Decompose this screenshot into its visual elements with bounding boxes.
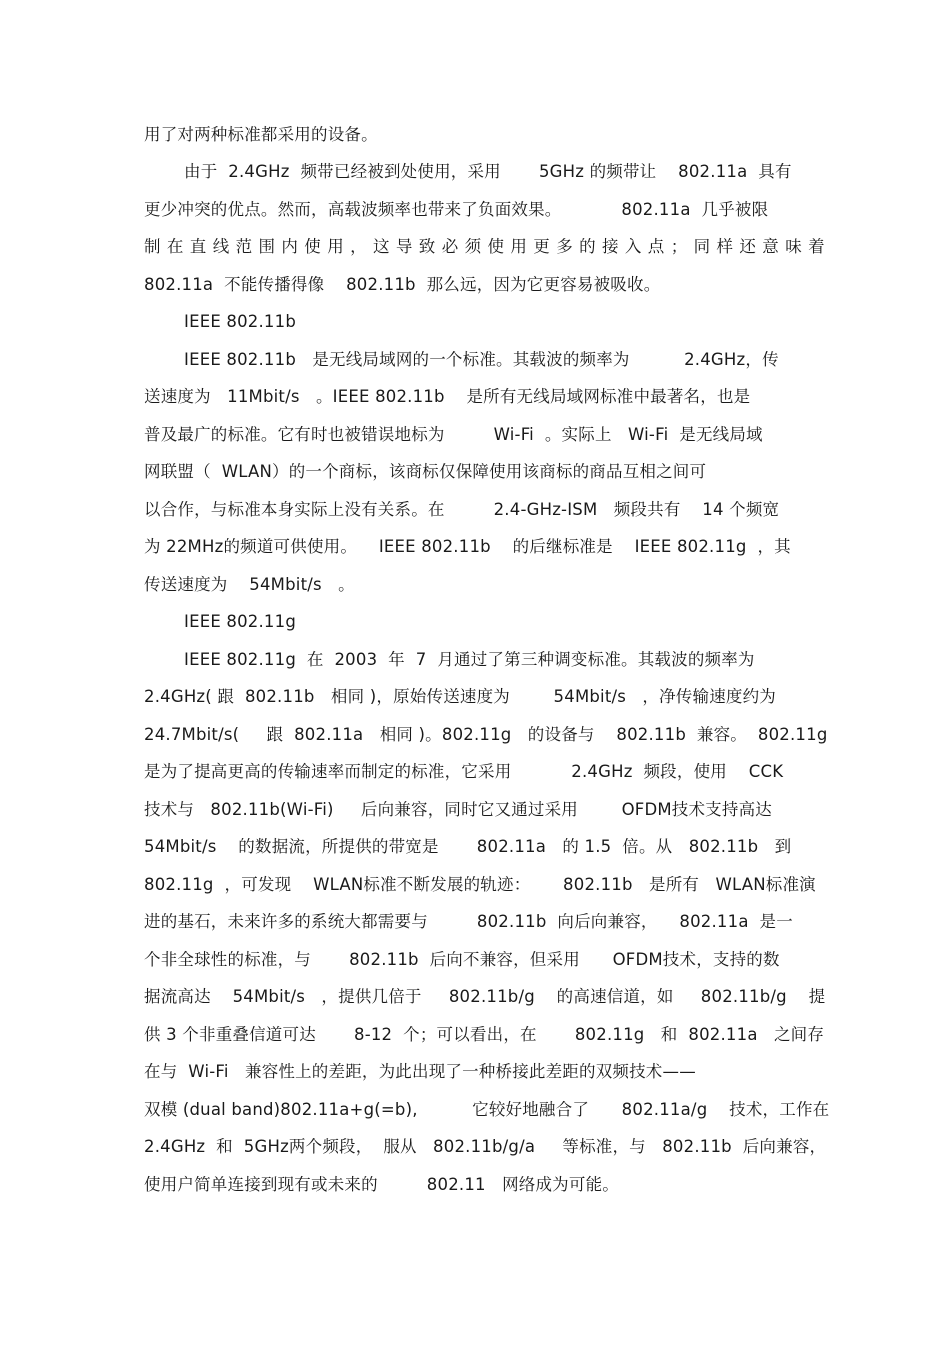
text-line: 技术与 802.11b(Wi-Fi) 后向兼容，同时它又通过采用 OFDM技术支持高达 xyxy=(144,800,772,819)
text-line: 用了对两种标准都采用的设备。 xyxy=(144,125,378,144)
text-line: 供 3 个非重叠信道可达 8-12 个；可以看出，在 802.11g 和 802.11a 之间存 xyxy=(144,1025,825,1044)
text-line: 802.11a 不能传播得像 802.11b 那么远，因为它更容易被吸收。 xyxy=(144,275,661,294)
text-line: 是为了提高更高的传输速率而制定的标准，它采用 2.4GHz 频段，使用 CCK xyxy=(144,762,784,781)
text-line: 送速度为 11Mbit/s 。IEEE 802.11b 是所有无线局域网标准中最著名，也是 xyxy=(144,387,751,406)
text-line: 24.7Mbit/s( 跟 802.11a 相同 )。802.11g 的设备与 802.11b 兼容。 802.11g xyxy=(144,725,828,744)
text-line: 以合作，与标准本身实际上没有关系。在 2.4-GHz-ISM 频段共有 14 个频宽 xyxy=(144,500,780,519)
text-line: 个非全球性的标准，与 802.11b 后向不兼容，但采用 OFDM技术，支持的数 xyxy=(144,950,780,969)
text-line: 802.11g ，可发现 WLAN标准不断发展的轨迹： 802.11b 是所有 WLAN标准演 xyxy=(144,875,816,894)
section-heading: IEEE 802.11b xyxy=(184,312,296,331)
text-line: 双模 (dual band)802.11a+g(=b), 它较好地融合了 802.11a/g 技术，工作在 xyxy=(144,1100,830,1119)
text-line: 更少冲突的优点。然而，高载波频率也带来了负面效果。 802.11a 几乎被限 xyxy=(144,200,769,219)
text-line: 54Mbit/s 的数据流，所提供的带宽是 802.11a 的 1.5 倍。从 802.11b 到 xyxy=(144,837,792,856)
text-line: 据流高达 54Mbit/s ，提供几倍于 802.11b/g 的高速信道，如 802.11b/g 提 xyxy=(144,987,826,1006)
text-line: 制在直线范围内使用，这导致必须使用更多的接入点；同样还意味着 xyxy=(144,237,831,256)
text-line: 进的基石，未来许多的系统大都需要与 802.11b 向后向兼容， 802.11a 是一 xyxy=(144,912,793,931)
text-line: 由于 2.4GHz 频带已经被到处使用，采用 5GHz 的频带让 802.11a 具有 xyxy=(184,162,792,181)
text-line: IEEE 802.11g 在 2003 年 7 月通过了第三种调变标准。其载波的频率为 xyxy=(184,650,755,669)
text-line: 传送速度为 54Mbit/s 。 xyxy=(144,575,355,594)
text-line: 2.4GHz( 跟 802.11b 相同 )，原始传送速度为 54Mbit/s ，净传输速度约为 xyxy=(144,687,776,706)
text-line: 在与 Wi-Fi 兼容性上的差距，为此出现了一种桥接此差距的双频技术—— xyxy=(144,1062,696,1081)
text-line: 网联盟（ WLAN）的一个商标，该商标仅保障使用该商标的商品互相之间可 xyxy=(144,462,707,481)
text-line: IEEE 802.11b 是无线局域网的一个标准。其载波的频率为 2.4GHz，传 xyxy=(184,350,779,369)
text-line: 使用户简单连接到现有或未来的 802.11 网络成为可能。 xyxy=(144,1175,619,1194)
section-heading: IEEE 802.11g xyxy=(184,612,296,631)
text-line: 为 22MHz的频道可供使用。 IEEE 802.11b 的后继标准是 IEEE 802.11g ，其 xyxy=(144,537,791,556)
text-line: 2.4GHz 和 5GHz两个频段， 服从 802.11b/g/a 等标准，与 802.11b 后向兼容， xyxy=(144,1137,827,1156)
text-line: 普及最广的标准。它有时也被错误地标为 Wi-Fi 。实际上 Wi-Fi 是无线局域 xyxy=(144,425,763,444)
